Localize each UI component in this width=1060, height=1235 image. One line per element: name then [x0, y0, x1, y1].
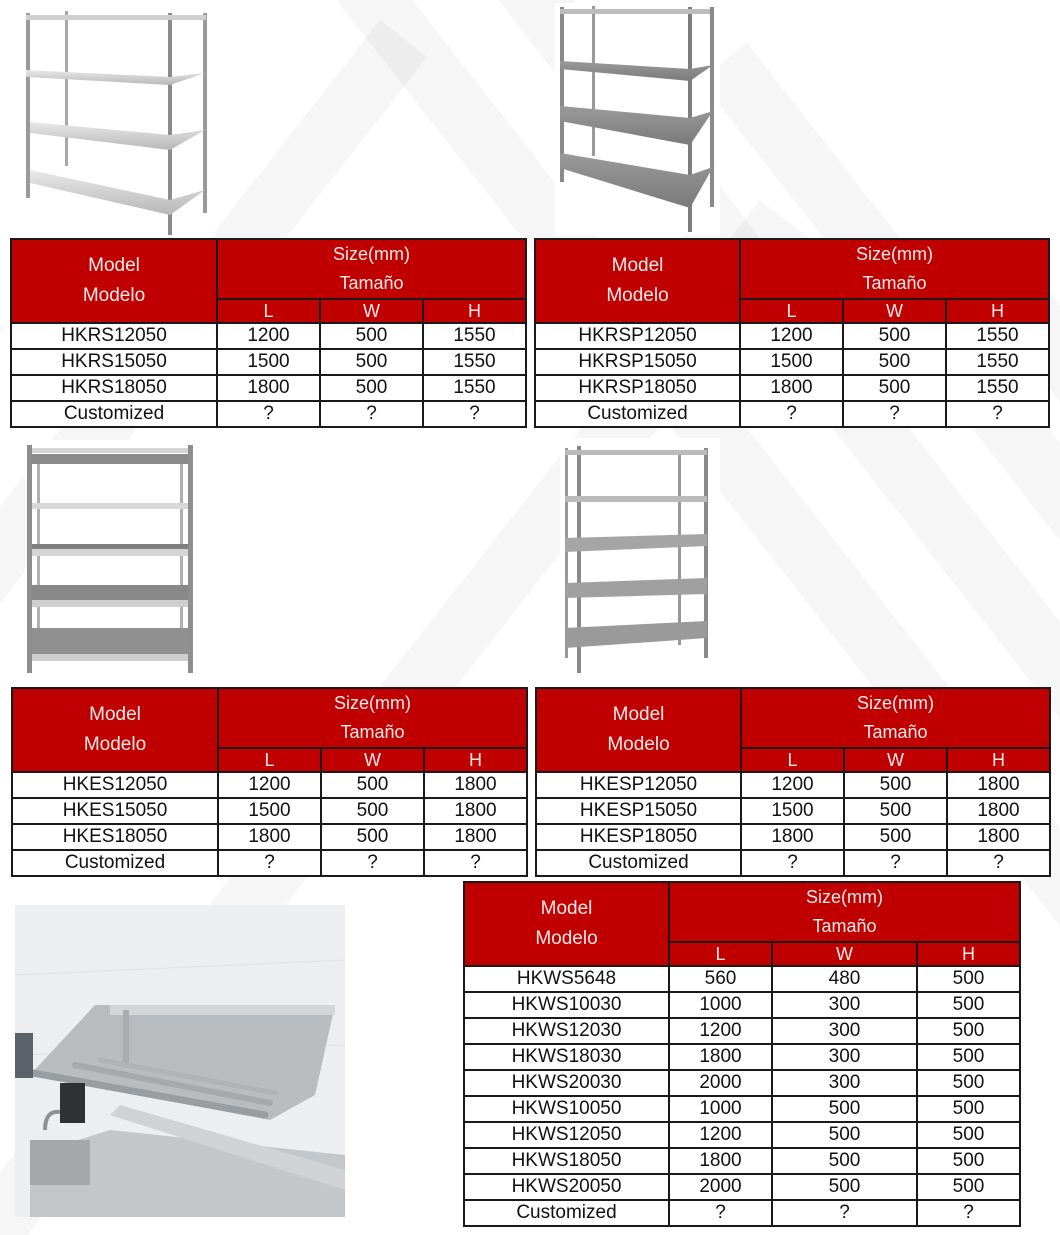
table-row: HKRSP12050 1200 500 1550: [535, 323, 1049, 349]
table-row: HKRS15050 1500 500 1550: [11, 349, 526, 375]
shelf-rack-icon: [555, 3, 720, 235]
table-row: HKRSP18050 1800 500 1550: [535, 375, 1049, 401]
spec-table-hkesp: [535, 687, 1051, 877]
shelf-rack-icon: [25, 440, 195, 675]
header-width: W: [843, 299, 946, 323]
header-size: Size(mm) Tamaño: [669, 882, 1020, 942]
table-row: HKWS12050 1200 500 500: [464, 1122, 1020, 1148]
header-model: Model Modelo: [535, 239, 740, 323]
table-row: HKWS20050 2000 500 500: [464, 1174, 1020, 1200]
header-height: H: [947, 748, 1050, 772]
table-row: Customized ? ? ?: [11, 401, 526, 427]
header-length: L: [740, 299, 843, 323]
header-width: W: [772, 942, 917, 966]
table-row: Customized ? ? ?: [535, 401, 1049, 427]
table-row: HKES12050 1200 500 1800: [12, 772, 527, 798]
wall-shelf-icon: [15, 905, 345, 1217]
table-row: HKES18050 1800 500 1800: [12, 824, 527, 850]
table-row: HKWS18050 1800 500 500: [464, 1148, 1020, 1174]
shelf-rack-icon: [560, 438, 720, 673]
table-row: HKES15050 1500 500 1800: [12, 798, 527, 824]
product-image-wall-mounted-shelf: [15, 905, 345, 1217]
header-height: H: [424, 748, 527, 772]
header-size: Size(mm) Tamaño: [741, 688, 1050, 748]
table-row: HKWS12030 1200 300 500: [464, 1018, 1020, 1044]
spec-table-hkes: [11, 687, 528, 877]
header-height: H: [946, 299, 1049, 323]
header-model: Model Modelo: [536, 688, 741, 772]
header-size: Size(mm) Tamaño: [740, 239, 1049, 299]
header-length: L: [741, 748, 844, 772]
product-image-four-tier-perforated-rack: [555, 3, 720, 235]
header-width: W: [844, 748, 947, 772]
table-row: HKESP18050 1800 500 1800: [536, 824, 1050, 850]
table-row: HKWS10030 1000 300 500: [464, 992, 1020, 1018]
spec-table-hkrsp: [534, 238, 1050, 428]
table-row: HKRSP15050 1500 500 1550: [535, 349, 1049, 375]
spec-table-hkrs: [10, 238, 527, 428]
header-size: Size(mm) Tamaño: [217, 239, 526, 299]
header-length: L: [218, 748, 321, 772]
header-length: L: [669, 942, 772, 966]
product-image-five-tier-slotted-rack: [560, 438, 720, 673]
table-row: HKESP12050 1200 500 1800: [536, 772, 1050, 798]
table-row: HKRS18050 1800 500 1550: [11, 375, 526, 401]
table-row: HKWS10050 1000 500 500: [464, 1096, 1020, 1122]
header-model: Model Modelo: [11, 239, 217, 323]
table-row: Customized ? ? ?: [464, 1200, 1020, 1226]
shelf-rack-icon: [20, 5, 215, 237]
table-row: HKWS20030 2000 300 500: [464, 1070, 1020, 1096]
header-width: W: [321, 748, 424, 772]
product-image-five-tier-solid-rack: [25, 440, 195, 675]
table-row: Customized ? ? ?: [12, 850, 527, 876]
header-model: Model Modelo: [12, 688, 218, 772]
header-height: H: [917, 942, 1020, 966]
header-width: W: [320, 299, 423, 323]
table-row: HKRS12050 1200 500 1550: [11, 323, 526, 349]
header-size: Size(mm) Tamaño: [218, 688, 527, 748]
table-row: HKWS5648 560 480 500: [464, 966, 1020, 992]
header-height: H: [423, 299, 526, 323]
product-image-four-tier-solid-rack: [20, 5, 215, 237]
table-row: HKWS18030 1800 300 500: [464, 1044, 1020, 1070]
table-row: Customized ? ? ?: [536, 850, 1050, 876]
header-model: Model Modelo: [464, 882, 669, 966]
header-length: L: [217, 299, 320, 323]
table-row: HKESP15050 1500 500 1800: [536, 798, 1050, 824]
spec-table-hkws: [463, 881, 1021, 1227]
